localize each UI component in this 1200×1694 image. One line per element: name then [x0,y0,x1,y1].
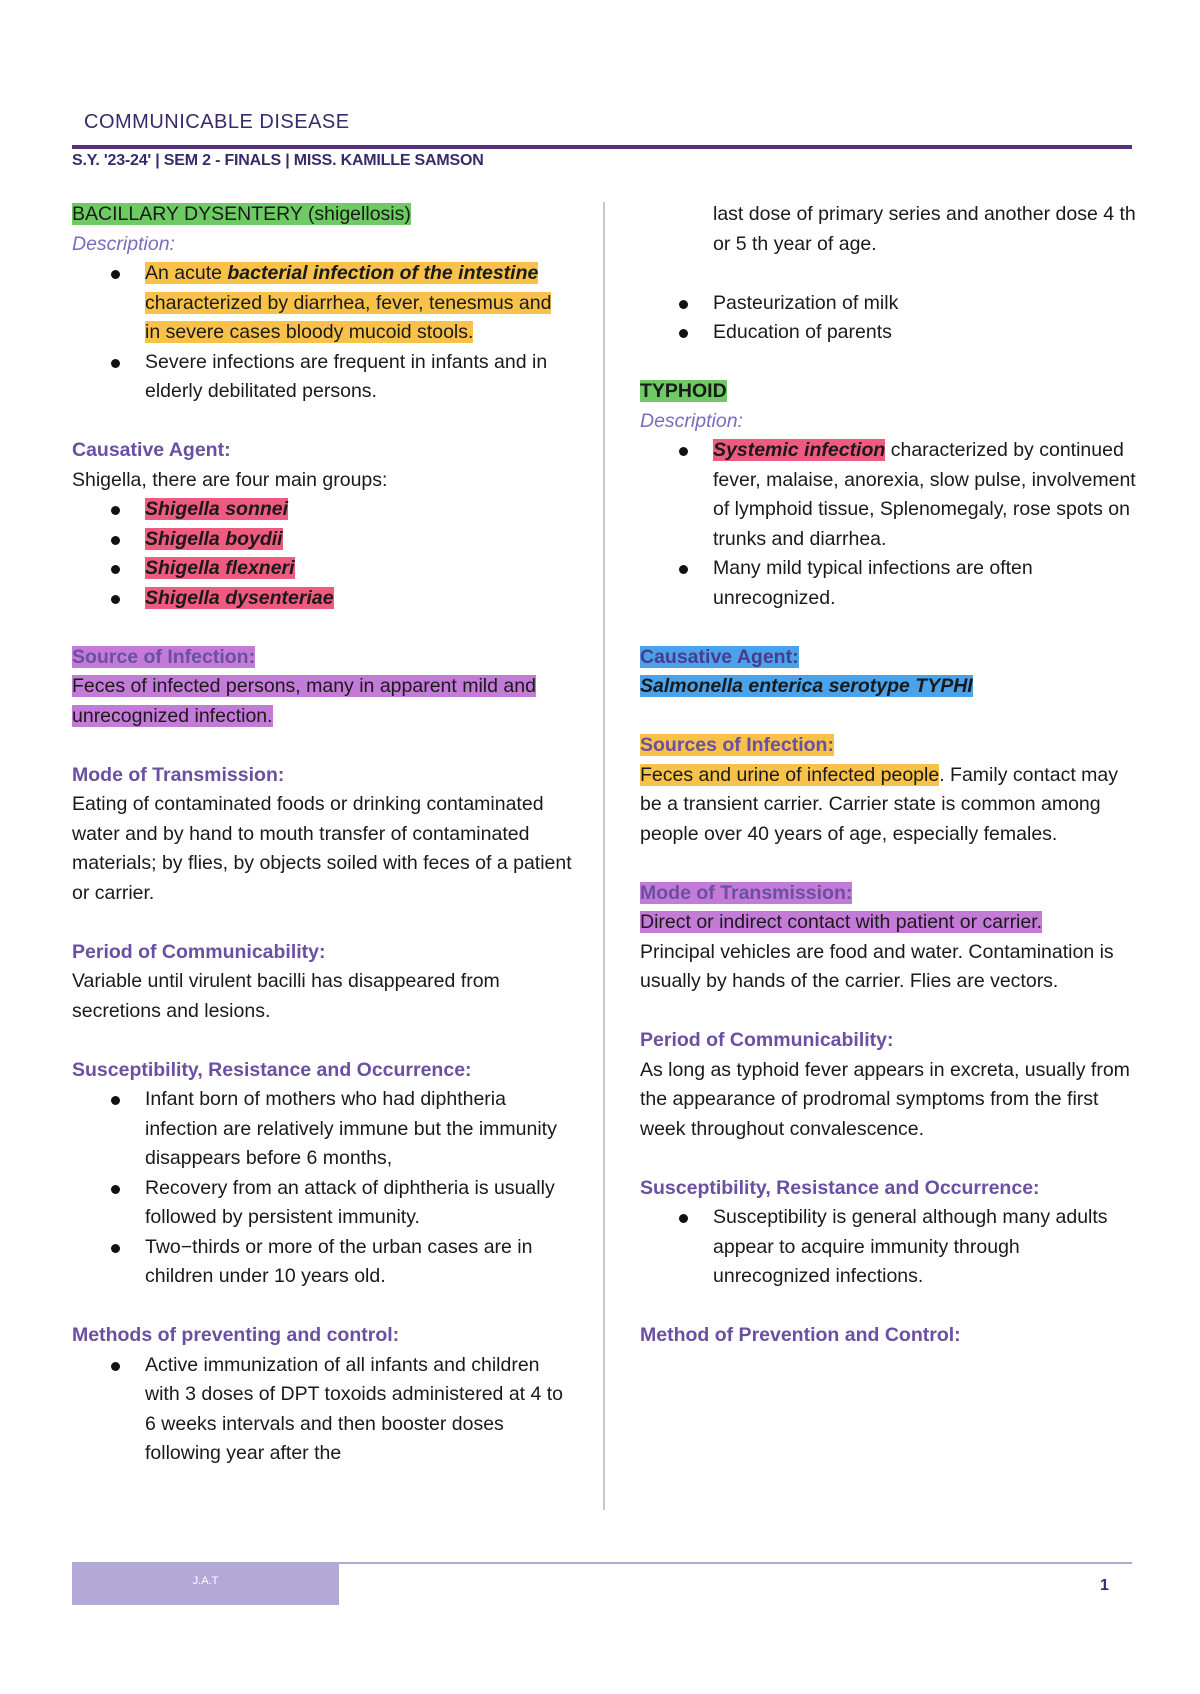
causative-agent-text: Shigella, there are four main groups: [72,468,388,491]
column-divider [603,202,605,1510]
list-item: Infant born of mothers who had diphtheria infection are relatively immune but the immunity disappears before 6 months, [72,1085,572,1174]
prevention-heading: Method of Prevention and Control: [640,1324,961,1346]
list-item: Shigella boydii [72,525,572,555]
causative-agent-heading: Causative Agent: [640,645,799,668]
list-item: Active immunization of all infants and children with 3 doses of DPT toxoids administered at 4 to 6 weeks intervals and then booster doses following year after the [72,1351,572,1469]
list-item: Systemic infection characterized by continued fever, malaise, anorexia, slow pulse, involvement of lymphoid tissue, Splenomegaly, rose spots on trunks and diarrhea. [640,436,1140,554]
shigella-groups-list [72,495,572,613]
susceptibility-heading: Susceptibility, Resistance and Occurrence: [640,1176,1040,1199]
source-of-infection-text: Feces of infected persons, many in apparent mild and unrecognized infection. [72,675,536,727]
period-of-communicability-text: As long as typhoid fever appears in excreta, usually from the appearance of prodromal symptoms from the first week throughout convalescence. [640,1058,1130,1140]
footer-initials: J.A.T [192,1575,219,1587]
mode-of-transmission-highlight: Direct or indirect contact with patient or carrier. [640,911,1043,933]
list-item: Shigella sonnei [72,495,572,525]
section-title-typhoid: TYPHOID [640,380,727,402]
prevention-continued-list [640,289,1140,348]
mode-of-transmission-heading: Mode of Transmission: [640,881,853,904]
prevention-heading: Methods of preventing and control: [72,1324,400,1346]
list-item: Pasteurization of milk [640,289,1140,319]
mode-of-transmission-text: Principal vehicles are food and water. Contamination is usually by hands of the carrier. Flies are vectors. [640,940,1114,992]
list-item: Shigella dysenteriae [72,584,572,614]
mode-of-transmission-text: Eating of contaminated foods or drinking contaminated water and by hand to mouth transfer of contaminated materials; by flies, by objects soiled with feces of a patient or carrier. [72,793,572,904]
list-item: Shigella flexneri [72,554,572,584]
document-subtitle: S.Y. '23-24' | SEM 2 - FINALS | MISS. KAMILLE SAMSON [72,152,484,169]
period-of-communicability-text: Variable until virulent bacilli has disappeared from secretions and lesions. [72,970,500,1022]
description-list [72,259,572,407]
list-item: Recovery from an attack of diphtheria is usually followed by persistent immunity. [72,1174,572,1233]
list-item: Two−thirds or more of the urban cases are in children under 10 years old. [72,1233,572,1292]
sources-of-infection-text: Feces and urine of infected people. Family contact may be a transient carrier. Carrier state is common among people over 40 years of age, especially females. [640,763,1118,845]
susceptibility-list [72,1085,572,1292]
causative-agent-heading: Causative Agent: [72,439,231,461]
source-of-infection-heading: Source of Infection: [72,645,256,668]
footer-initials-box [72,1562,339,1605]
section-title-bacillary-dysentery: BACILLARY DYSENTERY (shigellosis) [72,203,411,225]
list-item: An acute bacterial infection of the intestine characterized by diarrhea, fever, tenesmus and in severe cases bloody mucoid stools. [72,259,572,348]
description-list [640,436,1140,613]
susceptibility-list [640,1203,1140,1292]
list-item: Susceptibility is general although many adults appear to acquire immunity through unrecognized infections. [640,1203,1140,1292]
list-item: Many mild typical infections are often unrecognized. [640,554,1140,613]
description-label: Description: [640,409,743,432]
susceptibility-heading: Susceptibility, Resistance and Occurrence: [72,1058,472,1081]
causative-agent-text: Salmonella enterica serotype TYPHI [640,675,973,697]
period-of-communicability-heading: Period of Communicability: [72,940,326,963]
footer-rule [339,1562,1132,1564]
period-of-communicability-heading: Period of Communicability: [640,1029,894,1051]
list-item: Education of parents [640,318,1140,348]
header-rule [72,145,1132,149]
list-item: Severe infections are frequent in infants and in elderly debilitated persons. [72,348,572,407]
continued-text: last dose of primary series and another dose 4 th or 5 th year of age. [713,203,1136,255]
left-column [72,200,572,1469]
document-title: COMMUNICABLE DISEASE [84,111,350,133]
mode-of-transmission-heading: Mode of Transmission: [72,763,285,786]
prevention-list [72,1351,572,1469]
page-number: 1 [1100,1577,1109,1594]
description-label: Description: [72,232,175,255]
right-column [640,200,1140,1351]
sources-of-infection-heading: Sources of Infection: [640,734,834,756]
